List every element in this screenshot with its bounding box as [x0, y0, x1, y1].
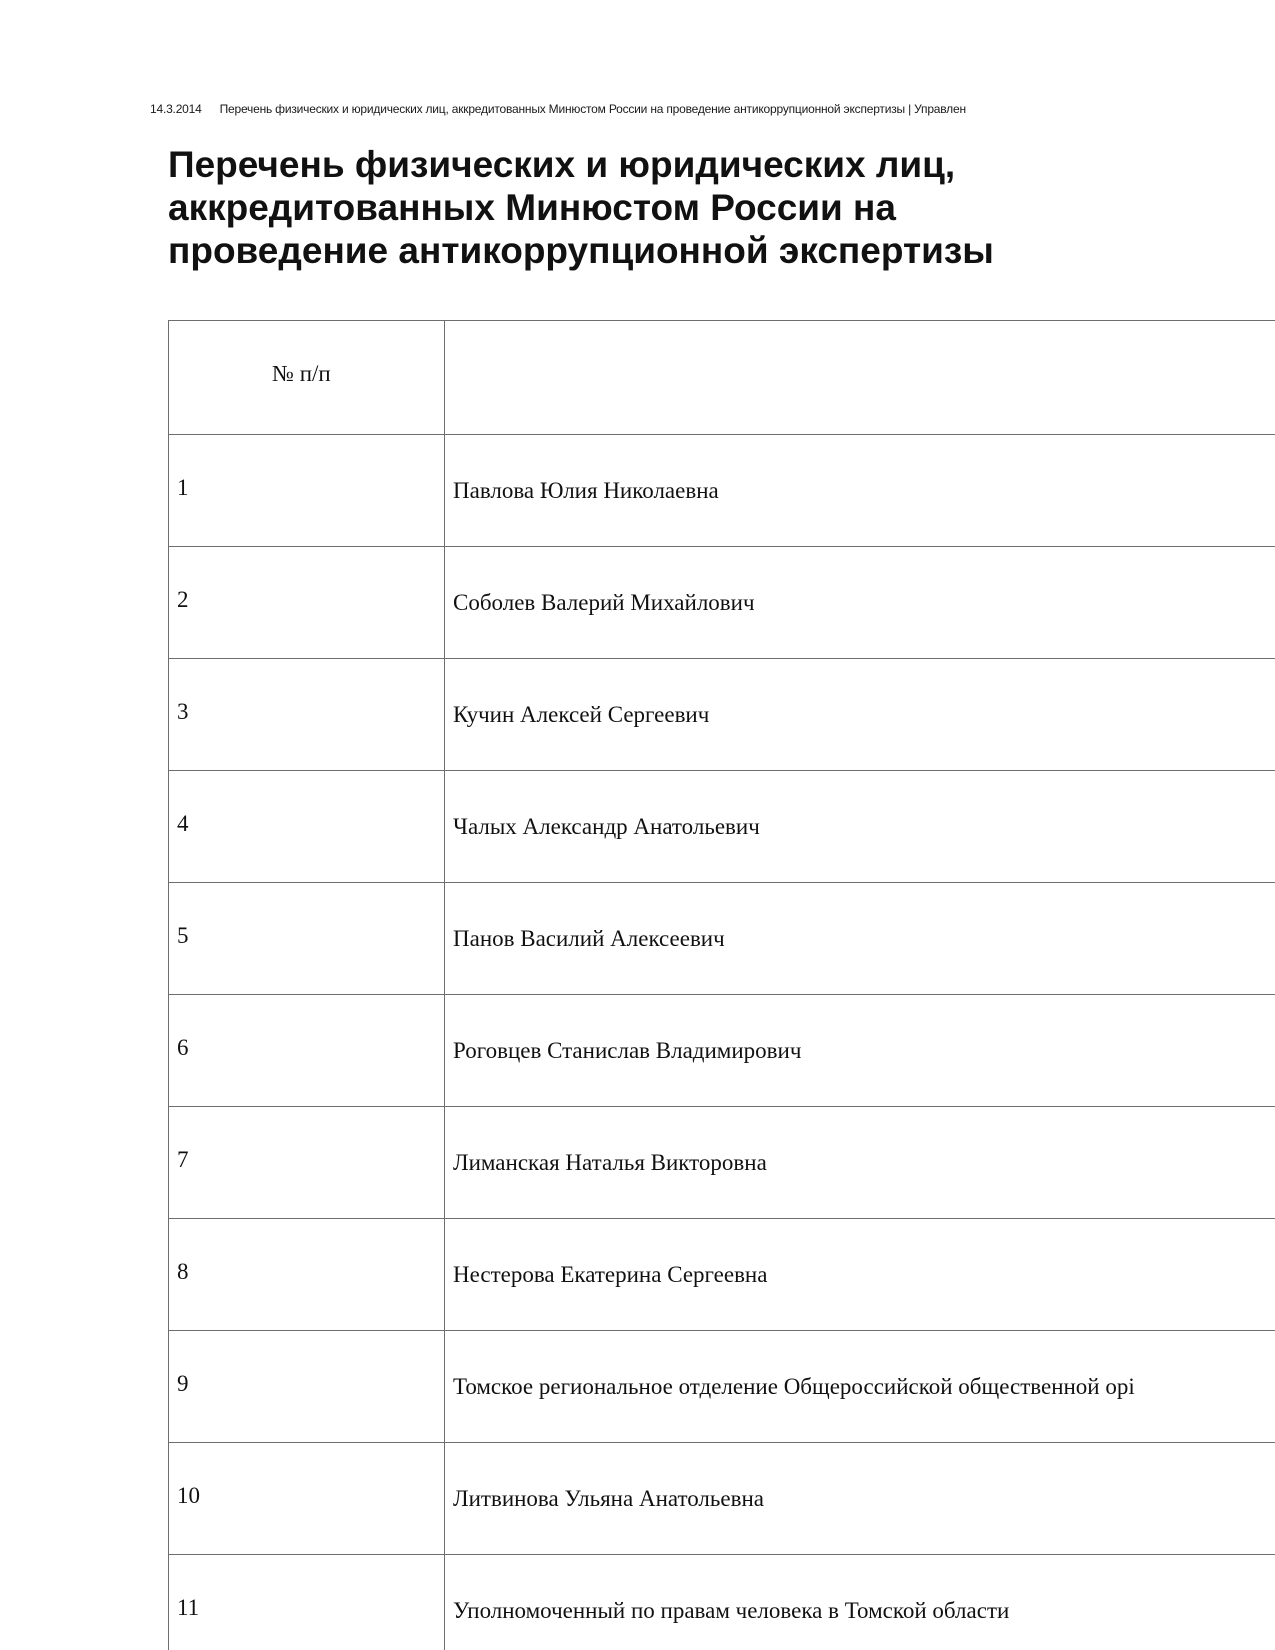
row-name: Нестерова Екатерина Сергеевна [445, 1219, 1275, 1331]
row-number: 4 [169, 771, 445, 883]
table-row [169, 435, 1275, 547]
row-number: 1 [169, 435, 445, 547]
table-row [169, 883, 1275, 995]
print-header [150, 102, 1275, 116]
row-number: 9 [169, 1331, 445, 1443]
row-number: 7 [169, 1107, 445, 1219]
row-name: Павлова Юлия Николаевна [445, 435, 1275, 547]
row-name: Роговцев Станислав Владимирович [445, 995, 1275, 1107]
title-line: проведение антикоррупционной экспертизы [168, 230, 994, 271]
table-row [169, 1443, 1275, 1555]
row-name: Панов Василий Алексеевич [445, 883, 1275, 995]
row-name: Томское региональное отделение Общероссийской общественной орі [445, 1331, 1275, 1443]
column-header-name [445, 321, 1275, 435]
title-line: Перечень физических и юридических лиц, [168, 144, 956, 185]
row-number: 2 [169, 547, 445, 659]
print-page-title: Перечень физических и юридических лиц, аккредитованных Минюстом России на проведение антикоррупционной экспертизы | Управлен [219, 102, 966, 116]
table-row [169, 1107, 1275, 1219]
column-header-number: № п/п [169, 321, 445, 435]
table-header-row [169, 321, 1275, 435]
table-row [169, 659, 1275, 771]
table-row [169, 1331, 1275, 1443]
row-name: Чалых Александр Анатольевич [445, 771, 1275, 883]
registry-table [168, 320, 1275, 1650]
row-name: Уполномоченный по правам человека в Томской области [445, 1555, 1275, 1650]
table-row [169, 995, 1275, 1107]
row-number: 6 [169, 995, 445, 1107]
row-number: 11 [169, 1555, 445, 1650]
table-row [169, 547, 1275, 659]
row-number: 8 [169, 1219, 445, 1331]
document-title [168, 143, 1168, 272]
row-name: Лиманская Наталья Викторовна [445, 1107, 1275, 1219]
row-number: 3 [169, 659, 445, 771]
row-name: Литвинова Ульяна Анатольевна [445, 1443, 1275, 1555]
row-number: 5 [169, 883, 445, 995]
row-number: 10 [169, 1443, 445, 1555]
row-name: Соболев Валерий Михайлович [445, 547, 1275, 659]
row-name: Кучин Алексей Сергеевич [445, 659, 1275, 771]
table-row [169, 1219, 1275, 1331]
table-row [169, 1555, 1275, 1650]
registry-table-container [168, 320, 1275, 1650]
title-line: аккредитованных Минюстом России на [168, 187, 896, 228]
print-date: 14.3.2014 [150, 102, 202, 116]
table-row [169, 771, 1275, 883]
